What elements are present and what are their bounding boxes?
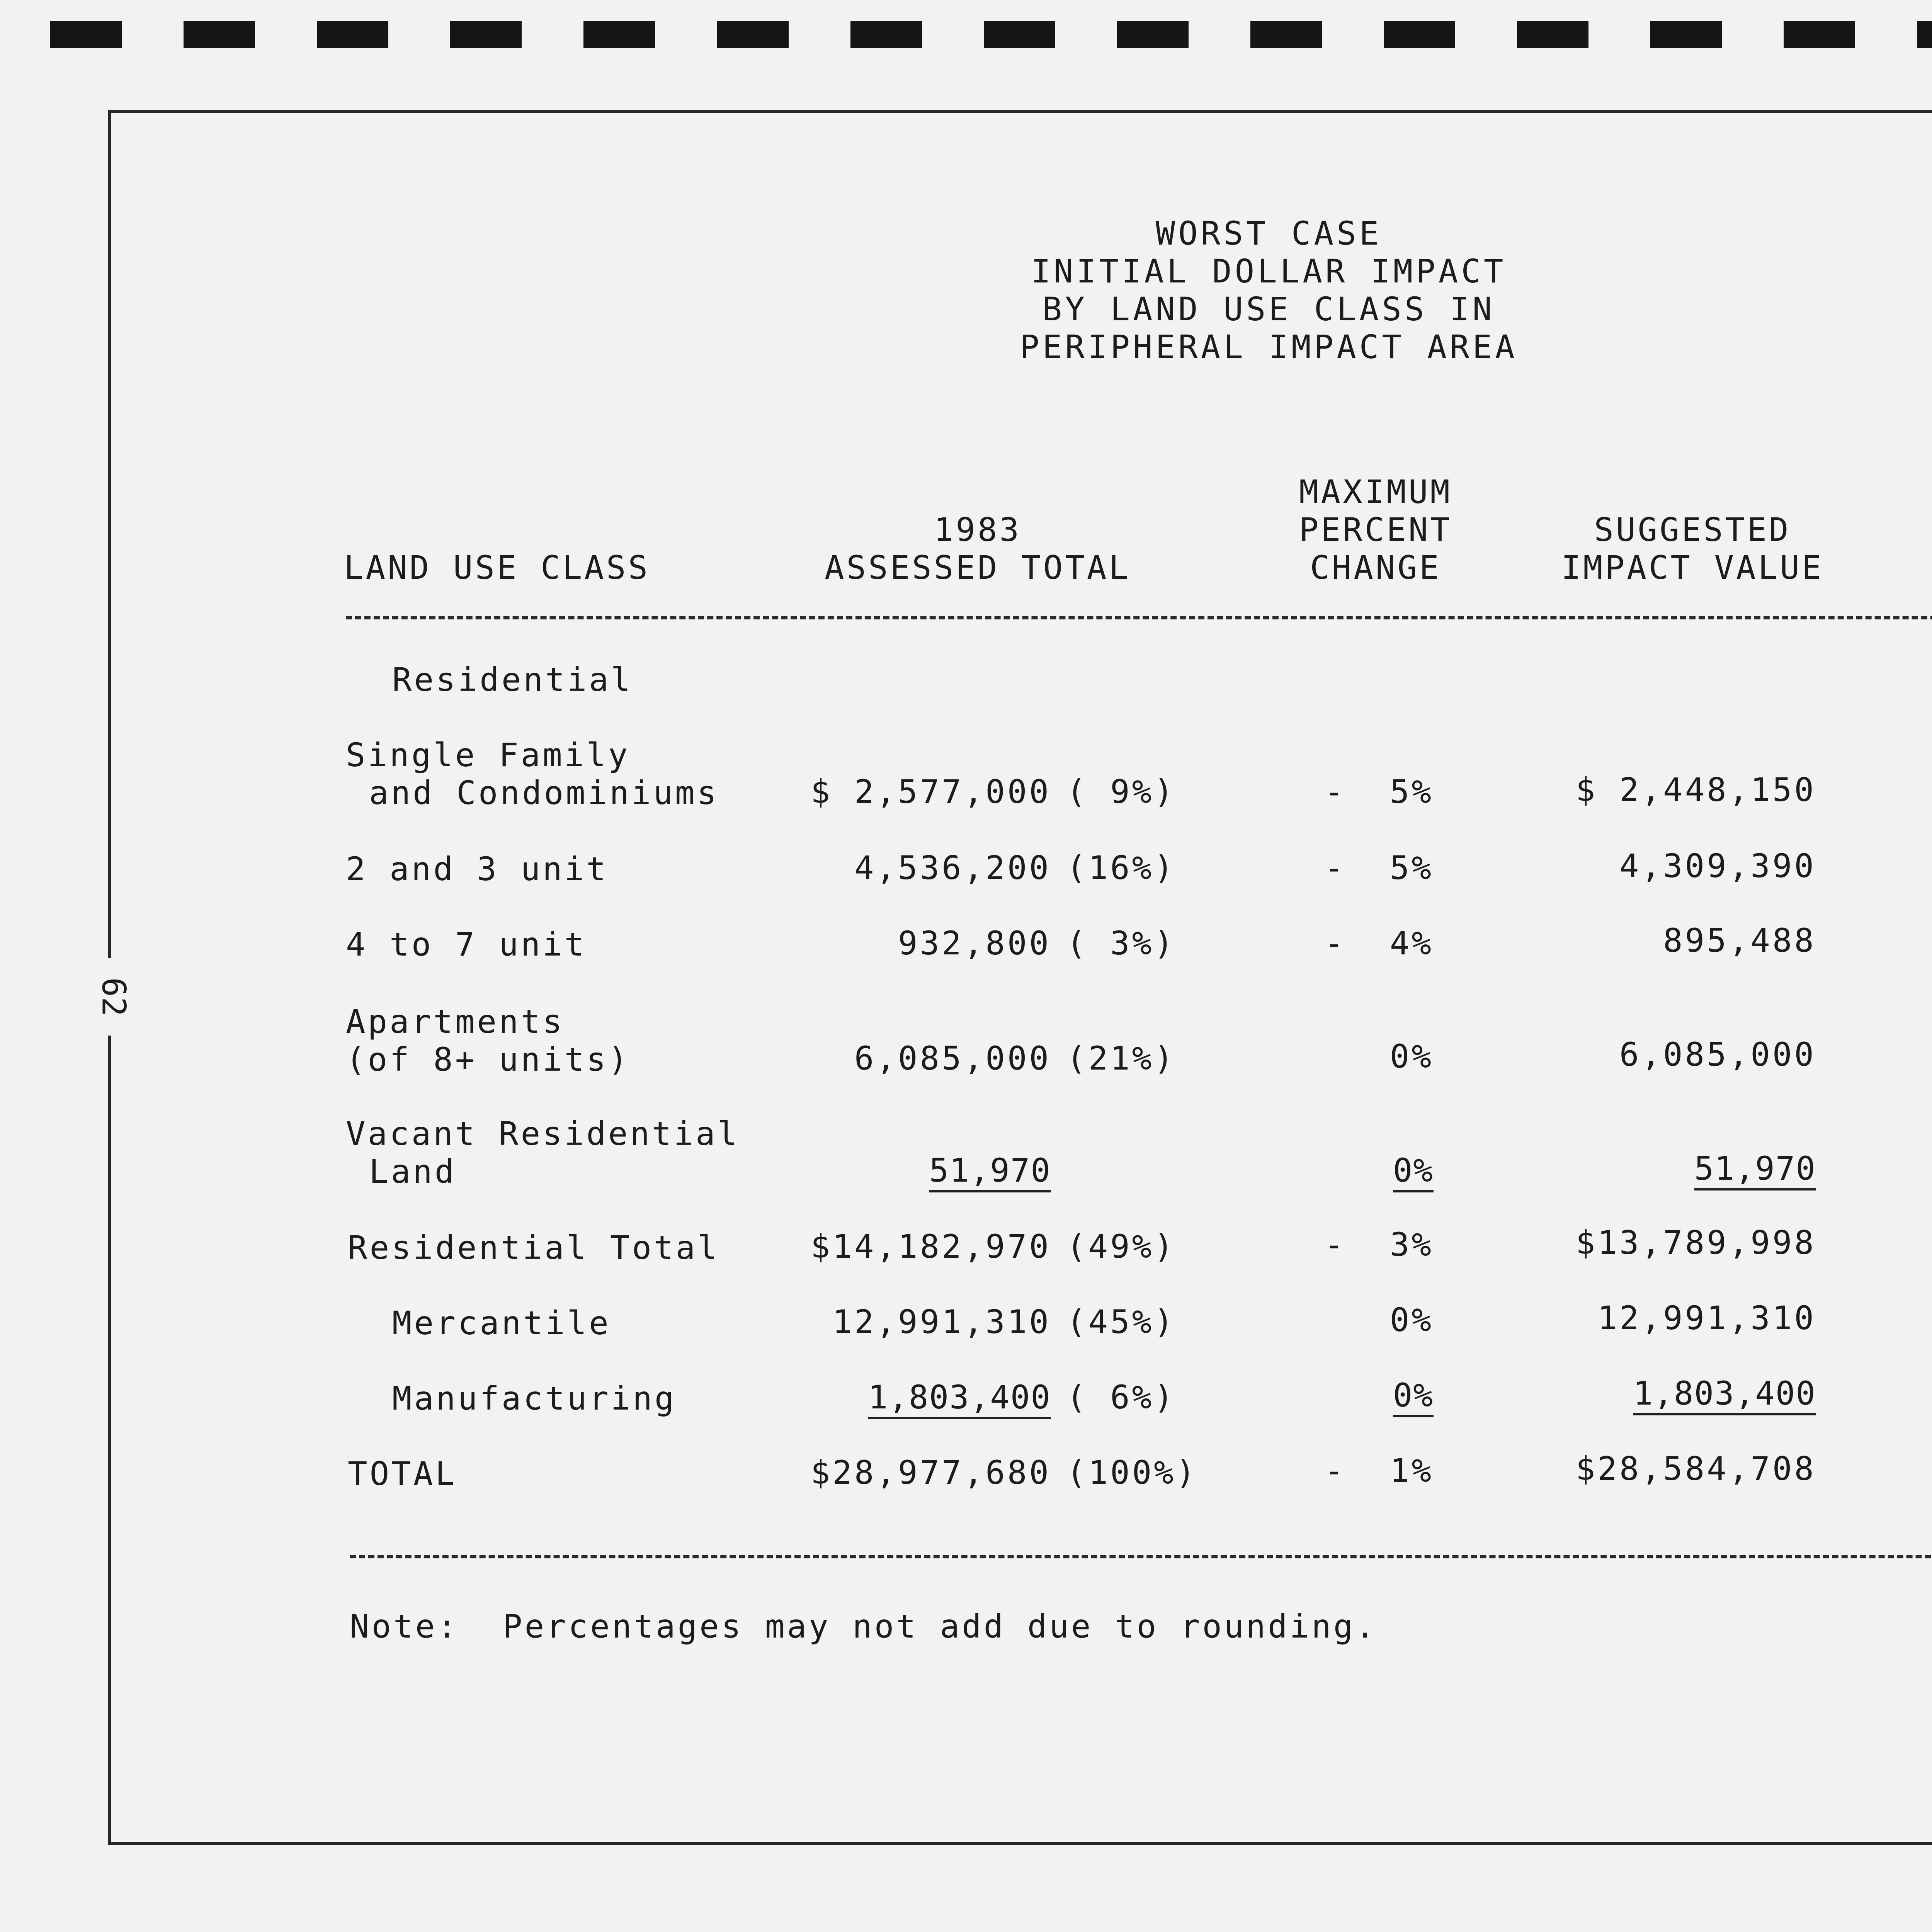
cell-assessed: 51,970: [804, 1151, 1051, 1189]
col-header-pct-1: MAXIMUM: [1299, 473, 1452, 511]
row-label-total: TOTAL: [348, 1455, 457, 1493]
row-label: Single Family: [346, 736, 630, 774]
table-title: WORST CASE INITIAL DOLLAR IMPACT BY LAND USE CLASS IN PERIPHERAL IMPACT AREA: [1020, 214, 1518, 366]
row-label-cont: Land: [369, 1153, 457, 1190]
cell-pct: - 4%: [1324, 924, 1434, 962]
cell-share: (21%): [1066, 1039, 1176, 1077]
cell-impact: 895,488: [1663, 922, 1816, 959]
footnote: Note: Percentages may not add due to rounding.: [350, 1607, 1377, 1645]
col-header-dim-4: [1917, 548, 1932, 586]
cell-assessed: $14,182,970: [810, 1228, 1051, 1265]
perforation-strip: [50, 21, 1932, 48]
cell-impact: 51,970: [1569, 1150, 1816, 1187]
row-label: Apartments: [346, 1003, 565, 1041]
row-label: 4 to 7 unit: [346, 925, 587, 963]
col-header-impact-2: IMPACT VALUE: [1561, 549, 1824, 587]
cell-share: (45%): [1066, 1303, 1176, 1341]
cell-assessed: 932,800: [898, 924, 1051, 962]
col-header-dim-1: [1917, 435, 1932, 473]
cell-assessed: 1,803,400: [804, 1378, 1051, 1416]
cell-share: ( 9%): [1066, 773, 1176, 811]
row-label: Mercantile: [392, 1304, 611, 1342]
cell-impact: $13,789,998: [1575, 1224, 1816, 1262]
cell-impact: 12,991,310: [1597, 1299, 1816, 1337]
col-header-assessed-year: 1983: [934, 511, 1022, 549]
cell-share: (16%): [1066, 849, 1176, 887]
cell-share: (100%): [1066, 1454, 1198, 1492]
cell-impact: 4,309,390: [1619, 847, 1816, 885]
cell-impact: 1,803,400: [1569, 1374, 1816, 1412]
row-label-cont: and Condominiums: [369, 774, 719, 812]
cell-pct: 0%: [1389, 1301, 1434, 1339]
row-label: Vacant Residential: [346, 1115, 740, 1153]
cell-assessed: $28,977,680: [810, 1454, 1051, 1492]
cell-pct: - 3%: [1324, 1226, 1434, 1264]
section-residential: Residential: [392, 661, 633, 699]
cell-assessed: $ 2,577,000: [810, 773, 1051, 811]
cell-pct: - 1%: [1324, 1452, 1434, 1490]
row-label: Residential Total: [348, 1229, 719, 1267]
col-header-pct-2: PERCENT: [1299, 511, 1452, 549]
cell-impact: $ 2,448,150: [1575, 771, 1816, 809]
header-rule: [346, 616, 1932, 619]
col-header-impact-1: SUGGESTED: [1594, 511, 1791, 549]
row-label: Manufacturing: [392, 1379, 677, 1417]
cell-share: (49%): [1066, 1228, 1176, 1265]
cell-impact: 6,085,000: [1619, 1036, 1816, 1073]
col-header-dim-2: [1917, 473, 1932, 510]
row-label-cont: (of 8+ units): [346, 1041, 630, 1078]
cell-pct: - 5%: [1324, 849, 1434, 887]
col-header-pct-3: CHANGE: [1310, 549, 1441, 587]
page-number: 62: [95, 958, 133, 1036]
cell-assessed: 6,085,000: [854, 1039, 1051, 1077]
cell-share: ( 3%): [1066, 924, 1176, 962]
cell-share: ( 6%): [1066, 1378, 1176, 1416]
page-frame: [108, 110, 1932, 1845]
cell-assessed: 12,991,310: [832, 1303, 1051, 1341]
cell-pct: 0%: [1318, 1376, 1434, 1414]
cell-pct: 0%: [1389, 1037, 1434, 1075]
col-header-dim-3: [1917, 510, 1932, 548]
row-label: 2 and 3 unit: [346, 850, 608, 888]
footer-rule: [350, 1555, 1932, 1558]
cell-pct: - 5%: [1324, 773, 1434, 811]
cell-assessed: 4,536,200: [854, 849, 1051, 887]
col-header-land-use: LAND USE CLASS: [344, 549, 650, 587]
cell-pct: 0%: [1318, 1151, 1434, 1189]
cell-impact: $28,584,708: [1575, 1450, 1816, 1488]
col-header-assessed: ASSESSED TOTAL: [824, 549, 1131, 587]
